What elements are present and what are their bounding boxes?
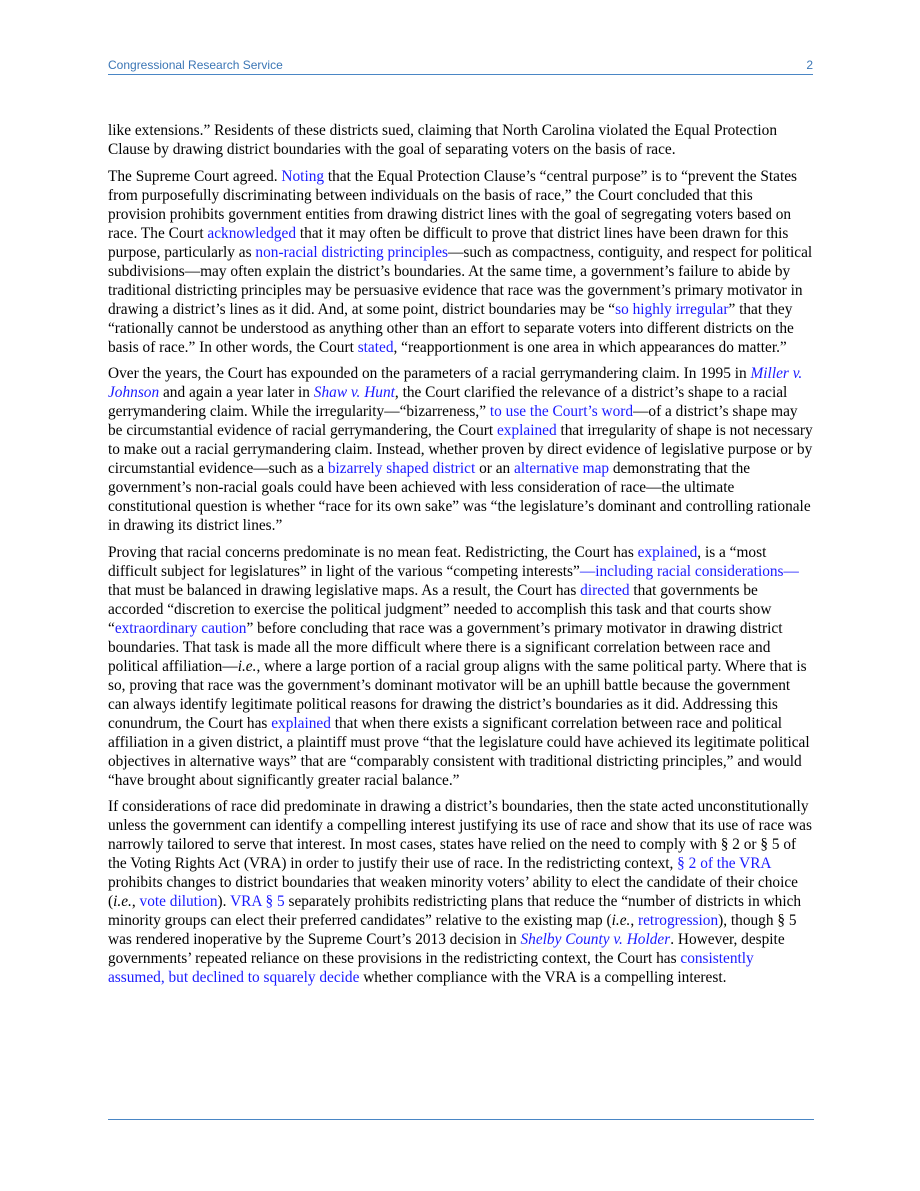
link-explained[interactable]: explained: [637, 543, 698, 561]
link-vra-section-5[interactable]: VRA § 5: [230, 893, 285, 910]
link-vote-dilution[interactable]: vote dilution: [139, 893, 218, 910]
link-extraordinary-caution[interactable]: extraordinary caution: [114, 619, 247, 637]
link-bizarrely-shaped-district[interactable]: bizarrely shaped district: [327, 460, 476, 477]
paragraph-4: Proving that racial concerns predominate is no mean feat. Redistricting, the Court has explained, is a “most difficult subject for legislatures” in light of the various “competing interests”—including racial considerations—that must be balanced in drawing legislative maps. As a result, the Court has directed that governments be accorded “discretion to exercise the political judgment” needed to accomplish this task and that courts show “extraordinary caution” before concluding that race was a government’s primary motivator in drawing district boundaries. That task is made all the more difficult where there is a significant correlation between race and political affiliation—i.e., where a large portion of a racial group aligns with the same political party. Where that is so, proving that race was the government’s dominant motivator will be an uphill battle because the government can always identify legitimate political reasons for drawing the district’s boundaries as it did. Addressing this conundrum, the Court has explained that when there exists a significant correlation between race and political affiliation in a given district, a plaintiff must prove “that the legislature could have achieved its legitimate political objectives in alternative ways” that are “comparably consistent with traditional districting principles,” and would “have brought about significantly greater racial balance.”: [108, 543, 810, 789]
link-non-racial-districting-principles[interactable]: non-racial districting principles: [255, 243, 449, 261]
link-miller-v-johnson[interactable]: Miller v. Johnson: [108, 365, 803, 401]
link-consistently-assumed-but-declined[interactable]: consistently assumed, but declined to squarely decide: [108, 950, 754, 986]
link-explained[interactable]: explained: [271, 714, 331, 732]
link-noting[interactable]: Noting: [281, 167, 325, 185]
link-explained[interactable]: explained: [496, 422, 557, 439]
paragraph-3: Over the years, the Court has expounded on the parameters of a racial gerrymandering claim. In 1995 in Miller v. Johnson and again a year later in Shaw v. Hunt, the Court clarified the relevance of a district’s shape to a racial gerrymandering claim. While the irregularity—“bizarreness,” to use the Court’s word—of a district’s shape may be circumstantial evidence of racial gerrymandering, the Court explained that irregularity of shape is not necessary to make out a racial gerrymandering claim. Instead, whether proven by direct evidence of legislative purpose or by circumstantial evidence—such as a bizarrely shaped district or an alternative map demonstrating that the government’s non-racial goals could have been achieved with less consideration of race—the ultimate constitutional question is whether “race for its own sake” was “the legislature’s dominant and controlling rationale in drawing its district lines.”: [108, 365, 813, 534]
link-acknowledged[interactable]: acknowledged: [207, 224, 297, 242]
page-number: 2: [806, 58, 813, 72]
paragraph-2: The Supreme Court agreed. Noting that the Equal Protection Clause’s “central purpose” is to “prevent the States from purposefully discriminating between individuals on the basis of race,” the Court concluded that this provision prohibits government entities from drawing district lines with the goal of segregating voters based on race. The Court acknowledged that it may often be difficult to prove that district lines have been drawn for this purpose, particularly as non-racial districting principles—such as compactness, contiguity, and respect for political subdivisions—may often explain the district’s boundaries. At the same time, a government’s failure to abide by traditional districting principles may be persuasive evidence that race was the government’s primary motivator in drawing a district’s lines as it did. And, at some point, district boundaries may be “so highly irregular” that they “rationally cannot be understood as anything other than an effort to separate voters into different districts on the basis of race.” In other words, the Court stated, “reapportionment is one area in which appearances do matter.”: [108, 167, 813, 356]
page-header: [108, 58, 813, 75]
link-retrogression[interactable]: retrogression: [638, 912, 719, 929]
footer-rule: [108, 1119, 814, 1120]
paragraph-1: like extensions.” Residents of these districts sued, claiming that North Carolina violated the Equal Protection Clause by drawing district boundaries with the goal of separating voters on the basis of race.: [108, 122, 778, 158]
paragraph-5: If considerations of race did predominate in drawing a district’s boundaries, then the state acted unconstitutionally unless the government can identify a compelling interest justifying its use of race and show that its use of race was narrowly tailored to serve that interest. In most cases, states have relied on the need to comply with § 2 or § 5 of the Voting Rights Act (VRA) in order to justify their use of race. In the redistricting context, § 2 of the VRA prohibits changes to district boundaries that weaken minority voters’ ability to elect the candidate of their choice (i.e., vote dilution). VRA § 5 separately prohibits redistricting plans that reduce the “number of districts in which minority groups can elect their preferred candidates” relative to the existing map (i.e., retrogression), though § 5 was rendered inoperative by the Supreme Court’s 2013 decision in Shelby County v. Holder. However, despite governments’ repeated reliance on these provisions in the redistricting context, the Court has consistently assumed, but declined to squarely decide whether compliance with the VRA is a compelling interest.: [108, 798, 812, 986]
link-stated[interactable]: stated: [357, 338, 394, 356]
link-to-use-the-courts-word[interactable]: to use the Court’s word: [489, 403, 634, 420]
link-shelby-county-v-holder[interactable]: Shelby County v. Holder: [520, 931, 671, 948]
link-shaw-v-hunt[interactable]: Shaw v. Hunt: [313, 384, 395, 401]
document-body: [108, 121, 814, 995]
link-including-racial-considerations[interactable]: —including racial considerations—: [579, 562, 799, 580]
link-directed[interactable]: directed: [580, 581, 630, 599]
link-section-2-of-the-vra[interactable]: § 2 of the VRA: [677, 855, 771, 872]
link-so-highly-irregular[interactable]: so highly irregular: [615, 300, 729, 318]
header-source: Congressional Research Service: [108, 58, 283, 72]
link-alternative-map[interactable]: alternative map: [514, 460, 610, 477]
